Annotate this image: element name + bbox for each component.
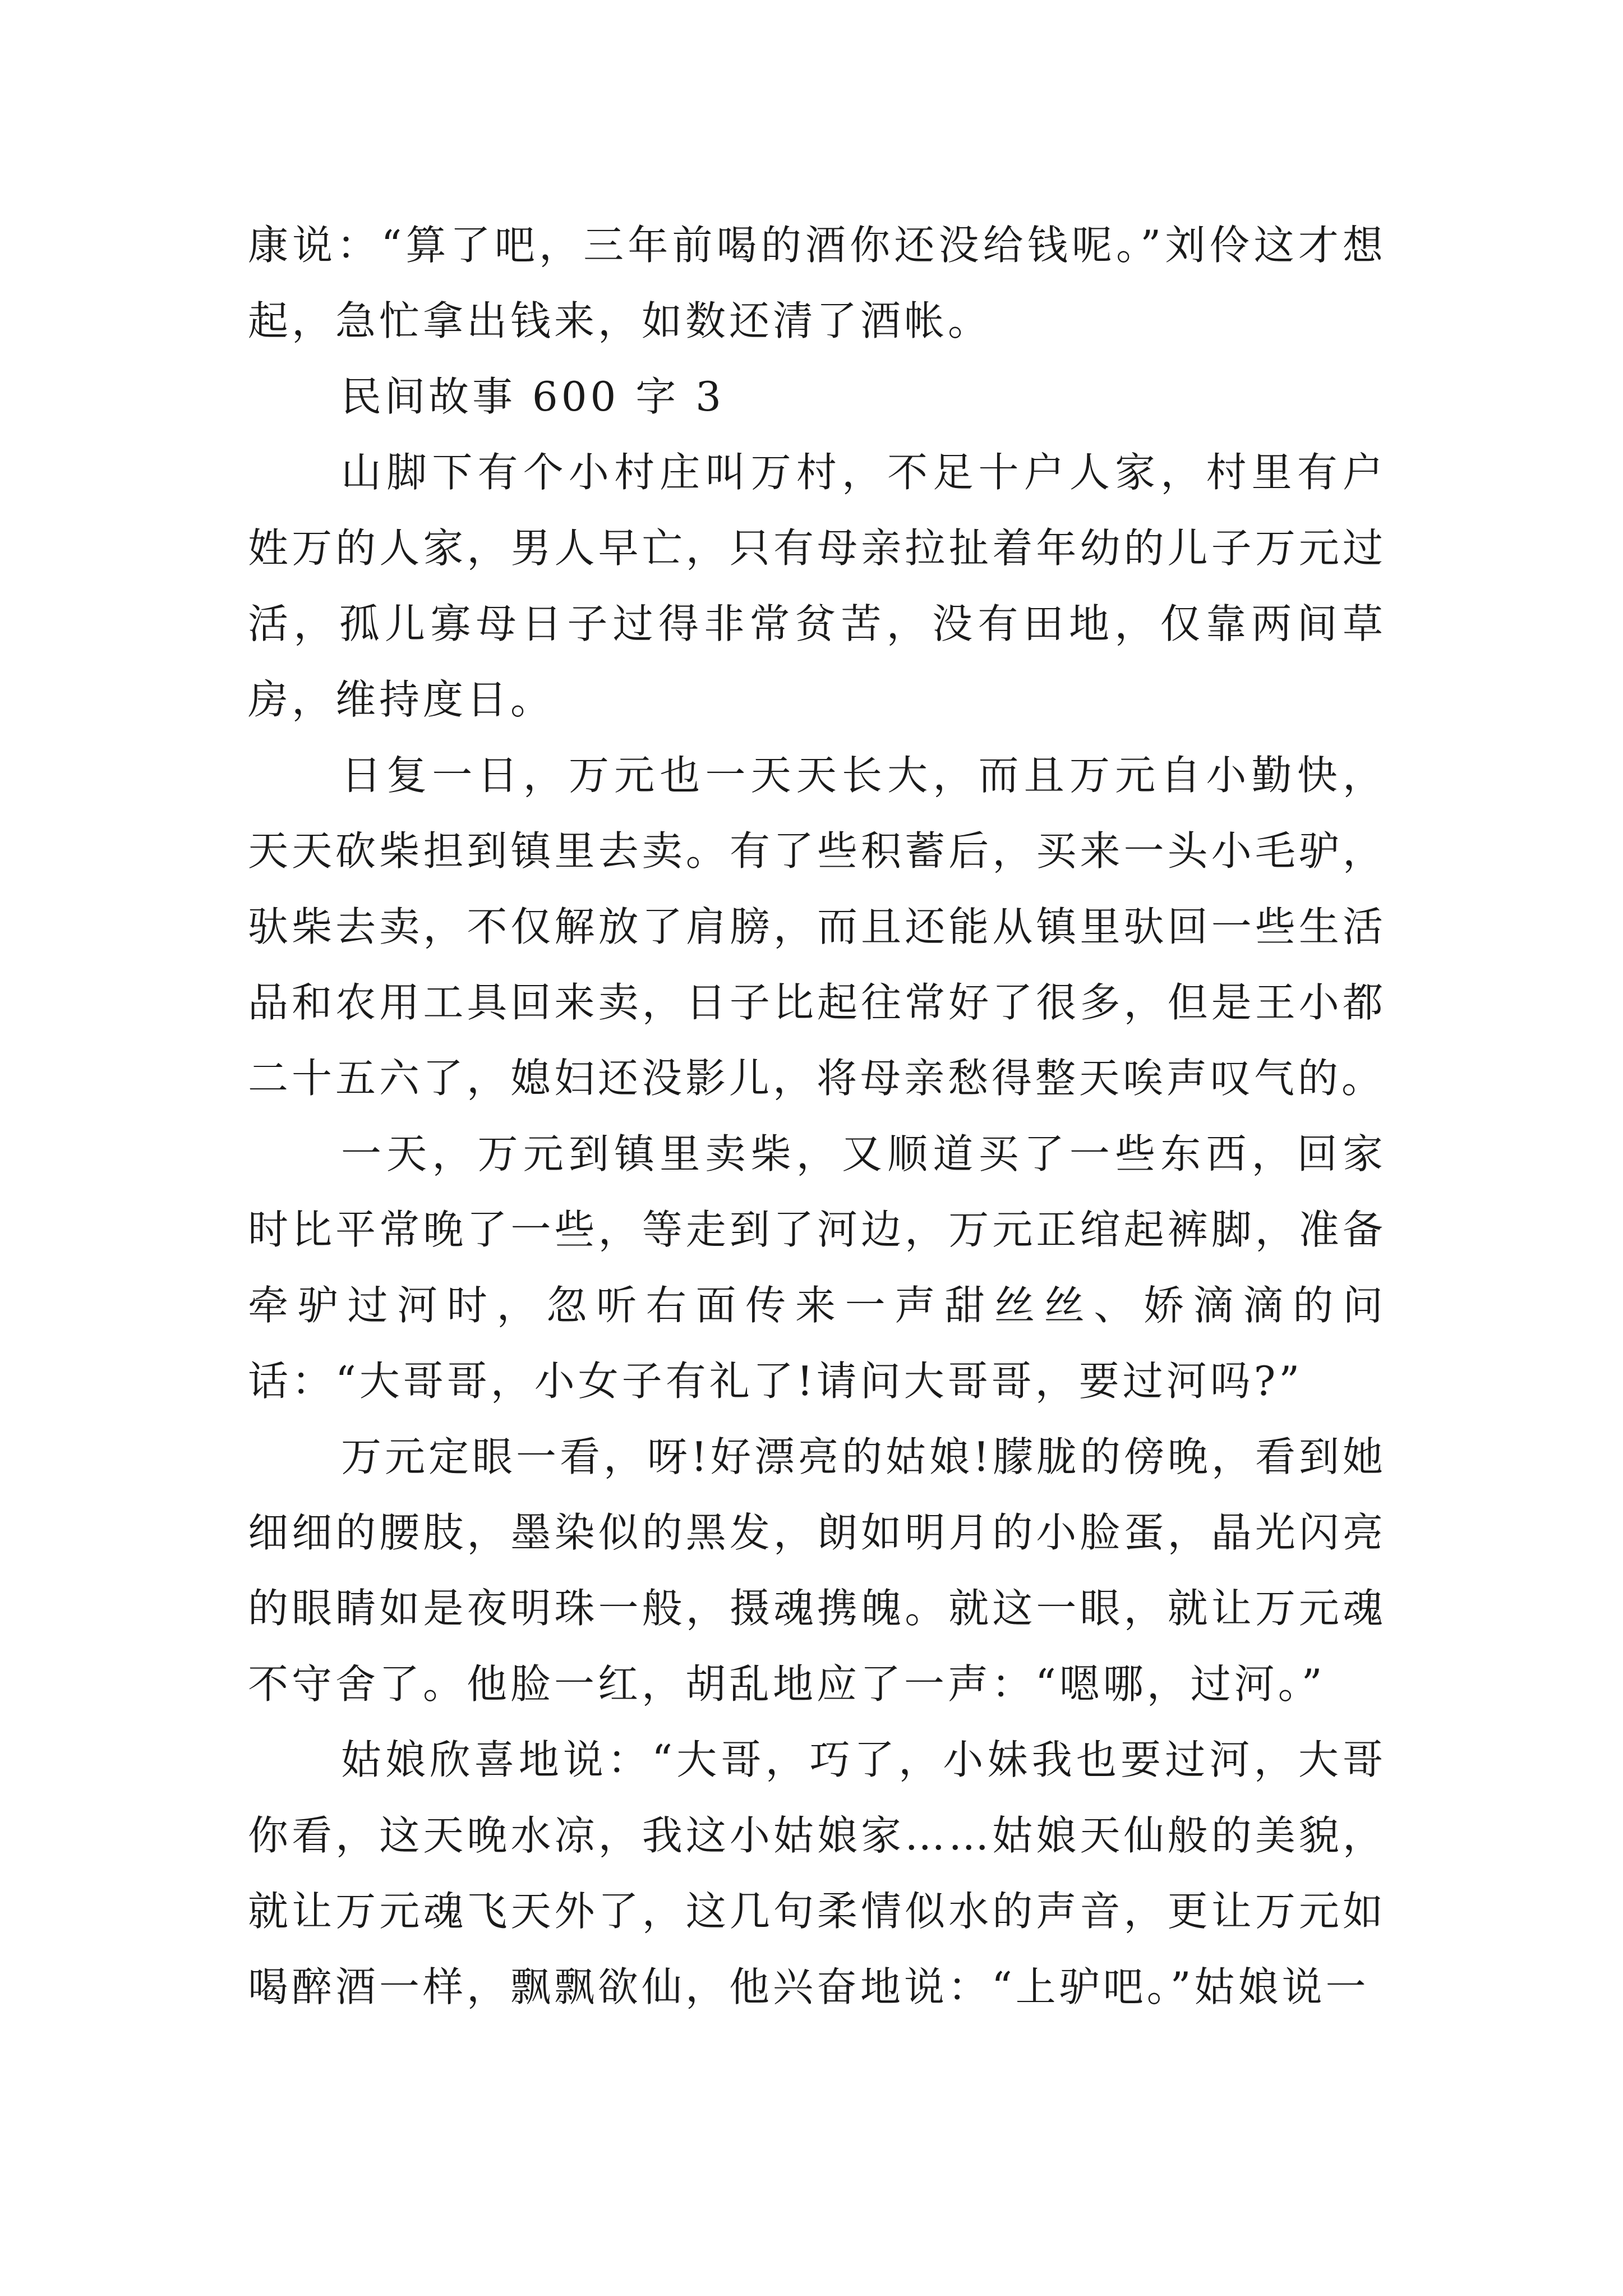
paragraph: 万元定眼一看，呀!好漂亮的姑娘!朦胧的傍晚，看到她细细的腰肢，墨染似的黑发，朗如明月的小脸蛋，晶光闪亮的眼睛如是夜明珠一般，摄魂携魄。就这一眼，就让万元魂不守舍了。他脸一红，胡乱地应了一声：“嗯哪，过河。”	[248, 1433, 1386, 1708]
paragraph-continuation: 康说：“算了吧，三年前喝的酒你还没给钱呢。”刘伶这才想起，急忙拿出钱来，如数还清了酒帐。	[248, 222, 1386, 344]
paragraph: 姑娘欣喜地说：“大哥，巧了，小妹我也要过河，大哥你看，这天晚水凉，我这小姑娘家……姑娘天仙般的美貌，就让万元魂飞天外了，这几句柔情似水的声音，更让万元如喝醉酒一样，飘飘欲仙，他兴奋地说：“上驴吧。”姑娘说一	[248, 1736, 1386, 2010]
paragraph: 日复一日，万元也一天天长大，而且万元自小勤快，天天砍柴担到镇里去卖。有了些积蓄后，买来一头小毛驴，驮柴去卖，不仅解放了肩膀，而且还能从镇里驮回一些生活品和农用工具回来卖，日子比起往常好了很多，但是王小都二十五六了，媳妇还没影儿，将母亲愁得整天唉声叹气的。	[248, 752, 1386, 1102]
paragraph: 山脚下有个小村庄叫万村，不足十户人家，村里有户姓万的人家，男人早亡，只有母亲拉扯着年幼的儿子万元过活，孤儿寡母日子过得非常贫苦，没有田地，仅靠两间草房，维持度日。	[248, 449, 1386, 723]
paragraph: 一天，万元到镇里卖柴，又顺道买了一些东西，回家时比平常晚了一些，等走到了河边，万元正绾起裤脚，准备牵驴过河时，忽听右面传来一声甜丝丝、娇滴滴的问话：“大哥哥，小女子有礼了!请问大哥哥，要过河吗?”	[248, 1130, 1386, 1405]
section-heading: 民间故事 600 字 3	[341, 373, 725, 420]
document-body	[248, 208, 1386, 2025]
